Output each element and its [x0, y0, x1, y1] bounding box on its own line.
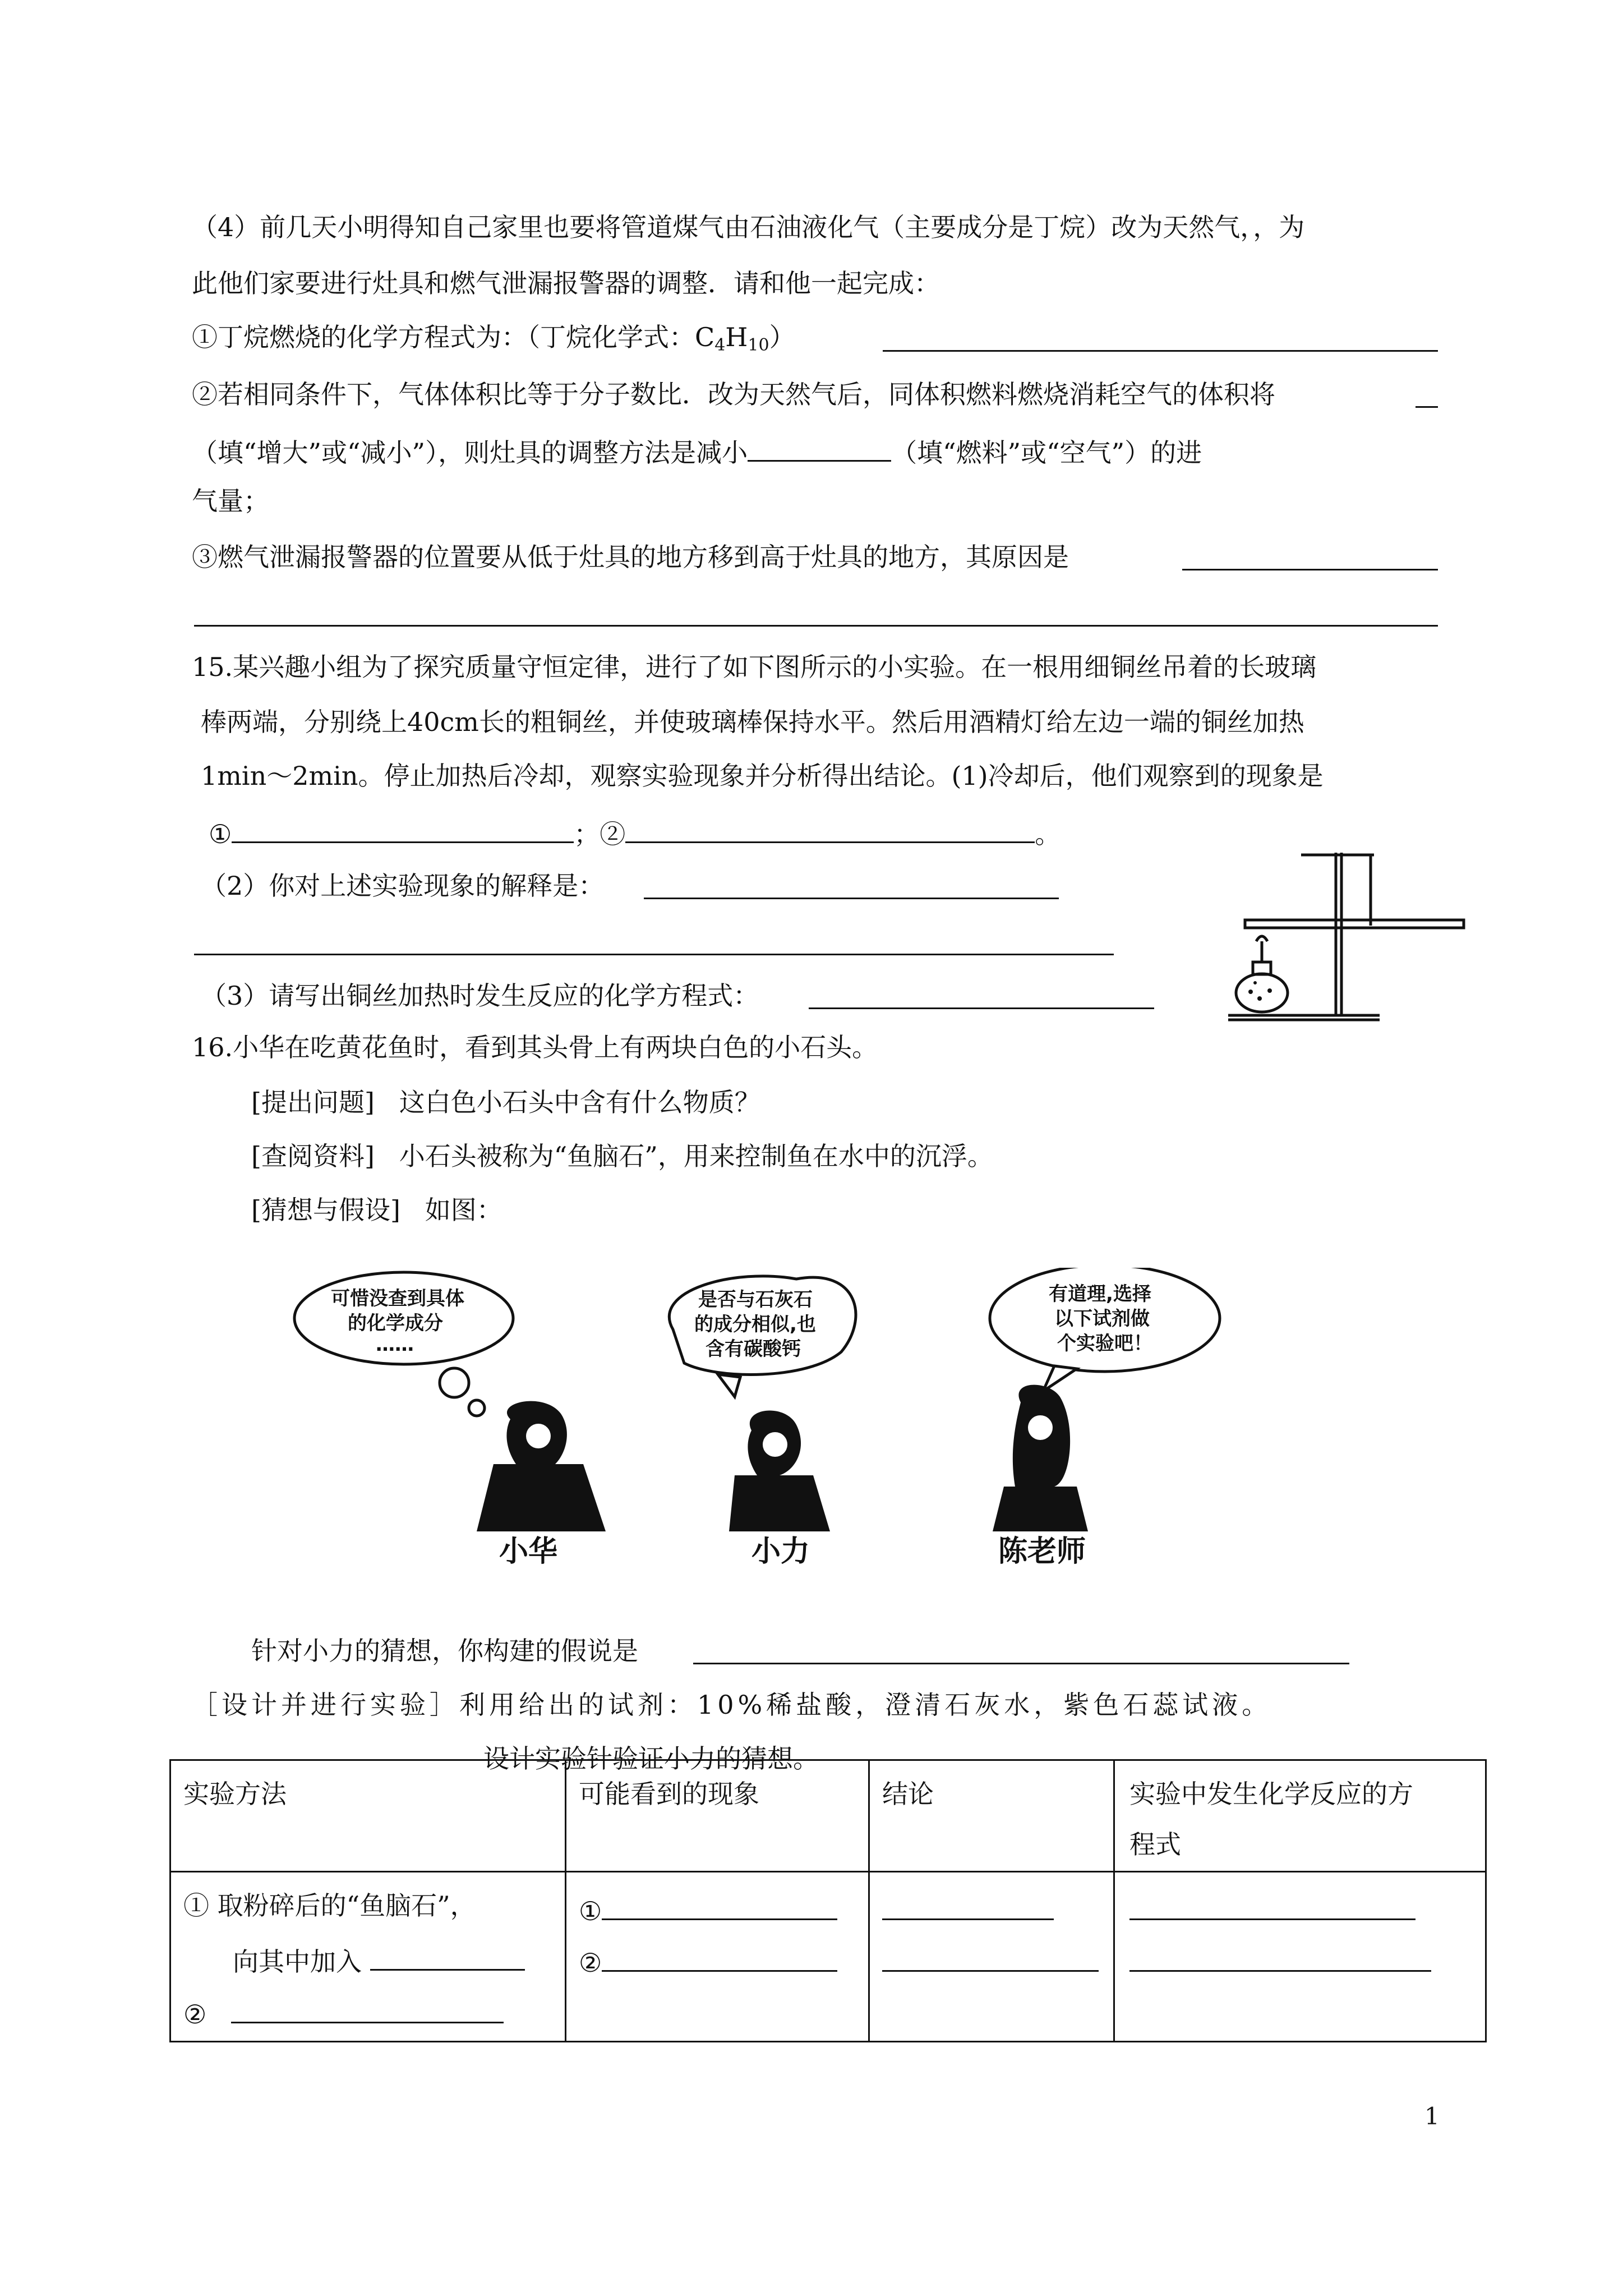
- experiment-table: [169, 1759, 1487, 2042]
- q14-line7: ③燃气泄漏报警器的位置要从低于灶具的地方移到高于灶具的地方，其原因是: [192, 542, 1069, 572]
- cartoon-illustration: [292, 1268, 1290, 1582]
- header-equation: [1114, 1760, 1486, 1872]
- conclusion-blank-1[interactable]: [882, 1893, 1054, 1920]
- header-conclusion: [869, 1760, 1114, 1872]
- q16-hypothesis: 针对小力的猜想，你构建的假说是: [251, 1636, 638, 1666]
- method-step1-b-text: 向其中加入: [233, 1947, 362, 1977]
- q15-separator: ；: [574, 819, 600, 849]
- q16-question-text: 这白色小石头中含有什么物质？: [399, 1087, 760, 1117]
- q14-line3-sub2: 10: [748, 335, 769, 355]
- q16-guess: [251, 1197, 502, 1223]
- q15-answer-blank-2[interactable]: [625, 816, 1035, 843]
- q15-answer-blank-5[interactable]: [809, 1007, 1154, 1009]
- q16-info: [251, 1143, 993, 1169]
- q14-line5: [192, 434, 1202, 466]
- q14-line5-a: （填“增大”或“减小”），则灶具的调整方法是减小: [192, 438, 748, 468]
- phenomenon-2: [579, 1944, 837, 1976]
- conclusion-blank-2[interactable]: [882, 1944, 1099, 1972]
- bubble1-line3: ……: [376, 1333, 414, 1356]
- q14-line4: ②若相同条件下，气体体积比等于分子数比．改为天然气后，同体积燃料燃烧消耗空气的体积将: [192, 379, 1275, 409]
- q16-guess-text: 如图：: [425, 1195, 502, 1225]
- q16-question: [251, 1089, 760, 1115]
- bubble1-line1: 可惜没查到具体: [331, 1287, 464, 1310]
- bubble3-line2: 以下试剂做: [1054, 1308, 1150, 1330]
- bubble3-line1: 有道理,选择: [1049, 1283, 1151, 1305]
- method-step1-b: [233, 1943, 525, 1975]
- q14-line6: 气量；: [192, 486, 269, 516]
- conclusion-blanks: [882, 1893, 1054, 1924]
- q16-question-tag: [提出问题]: [251, 1087, 375, 1117]
- q16-intro: 16.小华在吃黄花鱼时，看到其头骨上有两块白色的小石头。: [192, 1032, 878, 1062]
- phenomenon-1: [579, 1893, 837, 1924]
- q15-answer-blank-3[interactable]: [644, 898, 1059, 899]
- q15-blank2-label: ②: [600, 819, 626, 849]
- q16-info-text: 小石头被称为“鱼脑石”，用来控制鱼在水中的沉浮。: [399, 1141, 993, 1171]
- method-step2-blank[interactable]: [231, 1996, 504, 2023]
- q16-hypothesis-blank[interactable]: [693, 1663, 1349, 1664]
- header-phenomenon-text: 可能看到的现象: [579, 1779, 759, 1809]
- phenomenon-1-label: ①: [579, 1896, 602, 1926]
- q15-line2: 棒两端，分别绕上40cm长的粗铜丝，并使玻璃棒保持水平。然后用酒精灯给左边一端的铜丝加热: [201, 707, 1304, 737]
- q16-design: ［设计并进行实验］利用给出的试剂：10%稀盐酸，澄清石灰水，紫色石蕊试液。: [192, 1690, 1272, 1720]
- phenomenon-2-blank[interactable]: [602, 1944, 837, 1972]
- conclusion-blanks-2: [882, 1944, 1099, 1976]
- q15-answer-blank-4[interactable]: [194, 954, 1114, 955]
- cell-method: [170, 1872, 566, 2042]
- q14-line3-prefix: ①丁烷燃烧的化学方程式为：（丁烷化学式：C: [192, 322, 715, 352]
- q15-blanks-line: [209, 816, 1061, 847]
- header-equation-text-1: 实验中发生化学反应的方: [1129, 1779, 1413, 1809]
- apparatus-drawing: [1211, 841, 1481, 1032]
- phenomenon-2-label: ②: [579, 1948, 602, 1978]
- name-xiaohua: 小华: [499, 1535, 558, 1568]
- method-step2-label: ②: [183, 1999, 207, 2030]
- q14-line3-suffix: ）: [769, 322, 795, 352]
- q14-line5-b: （填“燃料”或“空气”）的进: [891, 438, 1202, 468]
- q16-guess-tag: [猜想与假设]: [251, 1195, 400, 1225]
- table-row: [170, 1872, 1486, 2042]
- q16-design2: 设计实验针验证小力的猜想。: [483, 1743, 819, 1774]
- equation-blank-1[interactable]: [1129, 1893, 1415, 1920]
- q15-blank1-label: ①: [209, 819, 232, 849]
- q15-line3: 1min～2min。停止加热后冷却，观察实验现象并分析得出结论。(1)冷却后，他们观察到的现象是: [201, 761, 1324, 791]
- q15-part3: （3）请写出铜丝加热时发生反应的化学方程式：: [201, 981, 759, 1011]
- q14-answer-blank-1[interactable]: [883, 350, 1438, 352]
- q14-line2: 此他们家要进行灶具和燃气泄漏报警器的调整．请和他一起完成：: [192, 268, 940, 298]
- equation-blank-2[interactable]: [1129, 1944, 1431, 1972]
- bubble3-line3: 个实验吧！: [1057, 1332, 1152, 1355]
- method-step2: [183, 1996, 504, 2030]
- bubble2-line3: 含有碳酸钙: [706, 1338, 801, 1360]
- method-step1-a: ① 取粉碎后的“鱼脑石”，: [183, 1890, 476, 1921]
- equation-blanks: [1129, 1893, 1415, 1924]
- q14-answer-blank-5[interactable]: [194, 625, 1438, 627]
- header-equation-text-2: 程式: [1129, 1829, 1181, 1860]
- equation-blanks-2: [1129, 1944, 1431, 1976]
- name-teacher-chen: 陈老师: [998, 1535, 1086, 1568]
- name-xiaoli: 小力: [751, 1535, 810, 1568]
- bubble1-line2: 的化学成分: [348, 1312, 443, 1335]
- bubble2-line2: 的成分相似,也: [694, 1313, 816, 1336]
- q14-line3-mid: H: [725, 322, 748, 352]
- header-conclusion-text: 结论: [882, 1779, 934, 1809]
- bubble2-line1: 是否与石灰石: [698, 1289, 813, 1311]
- q15-line1: 15.某兴趣小组为了探究质量守恒定律，进行了如下图所示的小实验。在一根用细铜丝吊着的长玻璃: [192, 652, 1317, 682]
- cell-conclusion: [869, 1872, 1114, 2042]
- header-phenomenon: [566, 1760, 869, 1872]
- method-step1-blank[interactable]: [370, 1943, 525, 1971]
- q15-answer-blank-1[interactable]: [232, 816, 574, 843]
- q14-answer-blank-2[interactable]: [1415, 406, 1438, 408]
- q14-answer-blank-4[interactable]: [1182, 569, 1438, 570]
- q14-line3-sub1: 4: [714, 335, 726, 355]
- page-number: 1: [1424, 2102, 1440, 2130]
- cell-phenomenon: [566, 1872, 869, 2042]
- q16-info-tag: [查阅资料]: [251, 1141, 375, 1171]
- q14-line3: [192, 324, 795, 354]
- q14-answer-blank-3[interactable]: [748, 434, 891, 462]
- cell-equation: [1114, 1872, 1486, 2042]
- header-method-text: 实验方法: [183, 1779, 287, 1809]
- q14-line1: （4）前几天小明得知自己家里也要将管道煤气由石油液化气（主要成分是丁烷）改为天然气，，为: [192, 212, 1305, 242]
- q15-part2: （2）你对上述实验现象的解释是：: [201, 871, 605, 901]
- table-header-row: [170, 1760, 1486, 1872]
- phenomenon-1-blank[interactable]: [602, 1893, 837, 1920]
- q15-end: 。: [1035, 819, 1061, 849]
- header-method: [170, 1760, 566, 1872]
